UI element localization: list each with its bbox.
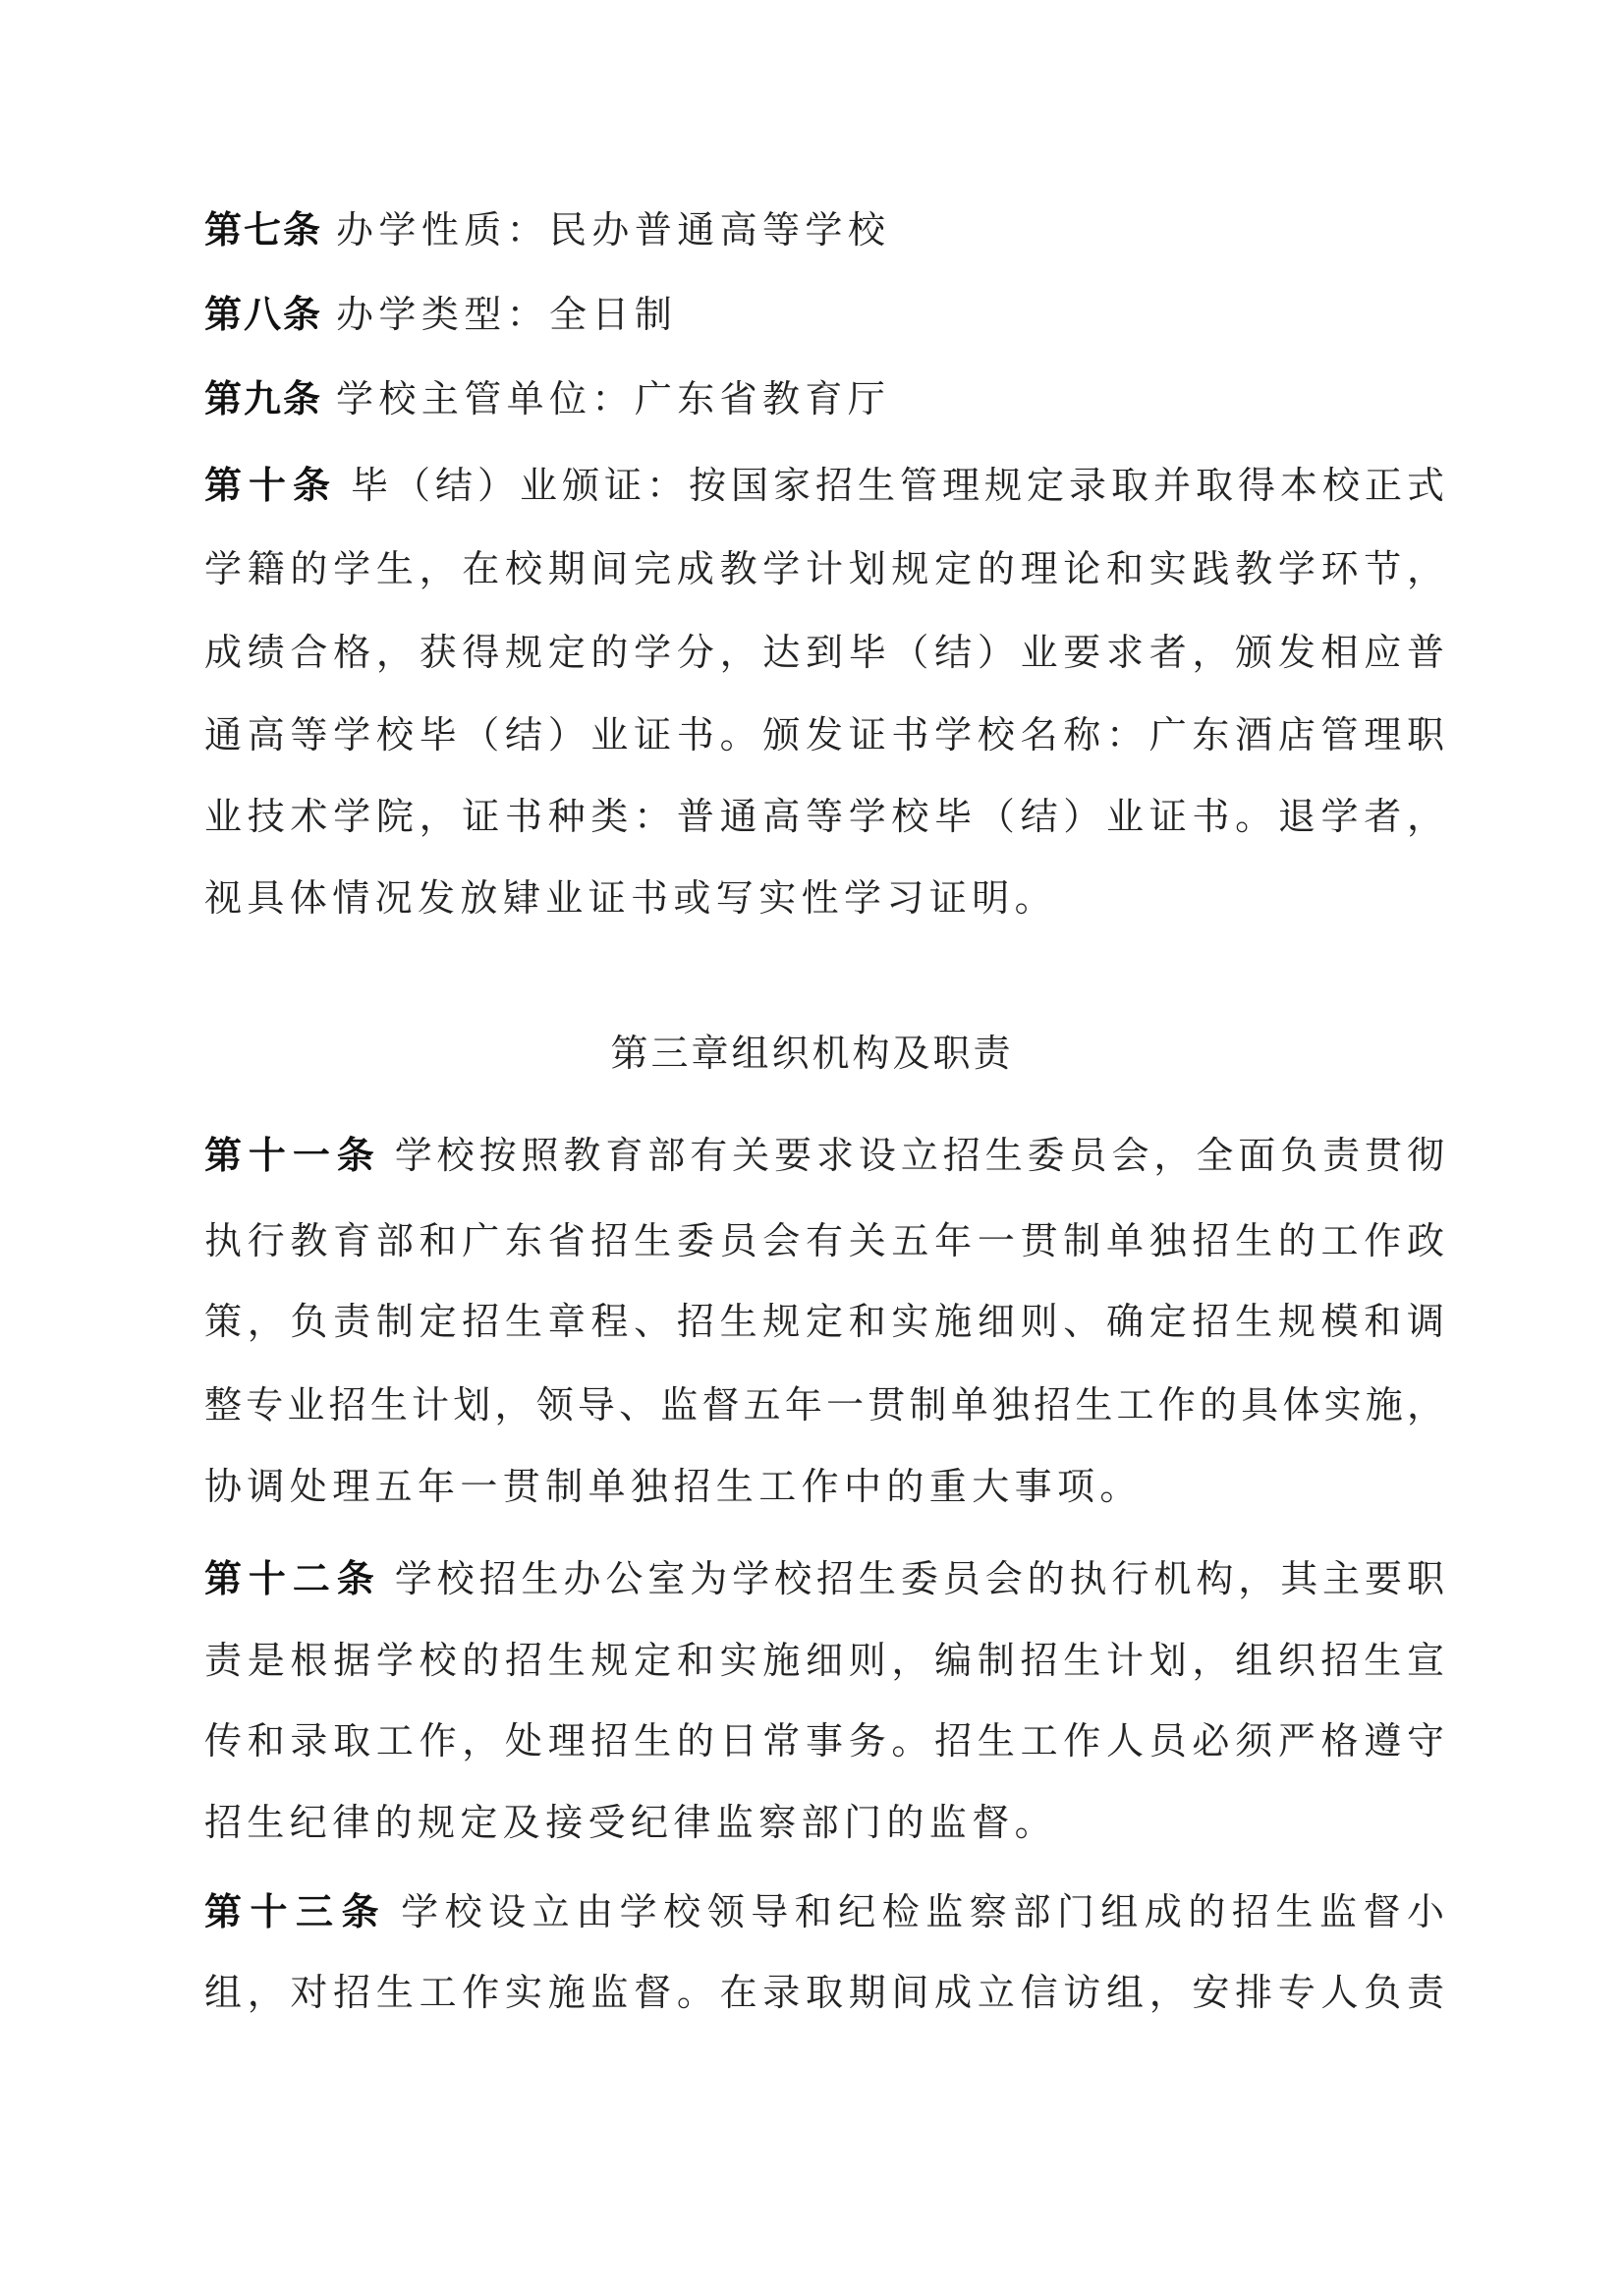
article-text: 学校设立由学校领导和纪检监察部门组成的招生监督小 (401, 1890, 1444, 1933)
article-text: 通高等学校毕（结）业证书。颁发证书学校名称：广东酒店管理职 (204, 713, 1444, 756)
article-text: 责是根据学校的招生规定和实施细则，编制招生计划，组织招生宣 (204, 1639, 1444, 1682)
article-label: 第十条 (204, 463, 337, 507)
article-text: 传和录取工作，处理招生的日常事务。招生工作人员必须严格遵守 (204, 1719, 1444, 1763)
article-line (204, 539, 1444, 598)
article-line (204, 1631, 1444, 1690)
article-label: 第十三条 (204, 1889, 388, 1933)
article-line (204, 868, 1444, 927)
article-label: 第七条 (204, 207, 323, 252)
article-label: 第九条 (204, 376, 323, 420)
article-line (204, 285, 1444, 344)
article-text: 协调处理五年一贯制单独招生工作中的重大事项。 (204, 1465, 1143, 1508)
article-text: 学校按照教育部有关要求设立招生委员会，全面负责贯彻 (394, 1134, 1444, 1177)
article-label: 第十二条 (204, 1556, 381, 1600)
article-text: 视具体情况发放肄业证书或写实性学习证明。 (204, 876, 1058, 920)
chapter-heading: 第三章组织机构及职责 (610, 1032, 1014, 1075)
article-text: 执行教育部和广东省招生委员会有关五年一贯制单独招生的工作政 (204, 1219, 1444, 1262)
article-line (204, 1882, 1444, 1941)
article-text: 招生纪律的规定及接受纪律监察部门的监督。 (204, 1801, 1058, 1844)
article-label: 第十一条 (204, 1133, 381, 1177)
article-line (204, 1963, 1444, 2022)
article-text: 整专业招生计划，领导、监督五年一贯制单独招生工作的具体实施， (204, 1383, 1444, 1427)
article-line (204, 1292, 1444, 1351)
article-text: 成绩合格，获得规定的学分，达到毕（结）业要求者，颁发相应普 (204, 631, 1444, 674)
article-line (204, 1375, 1444, 1434)
article-line (204, 456, 1444, 515)
article-text: 毕（结）业颁证：按国家招生管理规定录取并取得本校正式 (351, 464, 1444, 507)
article-text: 办学类型：全日制 (336, 293, 678, 336)
article-line (204, 705, 1444, 764)
article-line (204, 1457, 1444, 1516)
article-line (204, 369, 1444, 428)
article-text: 组，对招生工作实施监督。在录取期间成立信访组，安排专人负责 (204, 1971, 1444, 2014)
article-line (204, 200, 1444, 259)
article-line (204, 787, 1444, 846)
article-text: 学校主管单位：广东省教育厅 (336, 377, 891, 420)
article-text: 策，负责制定招生章程、招生规定和实施细则、确定招生规模和调 (204, 1300, 1444, 1343)
article-line (204, 623, 1444, 682)
article-line (204, 1793, 1444, 1852)
article-text: 学籍的学生，在校期间完成教学计划规定的理论和实践教学环节， (204, 547, 1444, 590)
article-line (204, 1126, 1444, 1185)
article-text: 业技术学院，证书种类：普通高等学校毕（结）业证书。退学者， (204, 795, 1444, 838)
article-text: 学校招生办公室为学校招生委员会的执行机构，其主要职 (394, 1557, 1444, 1600)
article-line (204, 1211, 1444, 1270)
article-line (204, 1549, 1444, 1608)
article-text: 办学性质：民办普通高等学校 (336, 208, 891, 252)
article-label: 第八条 (204, 292, 323, 336)
article-line (204, 1711, 1444, 1770)
